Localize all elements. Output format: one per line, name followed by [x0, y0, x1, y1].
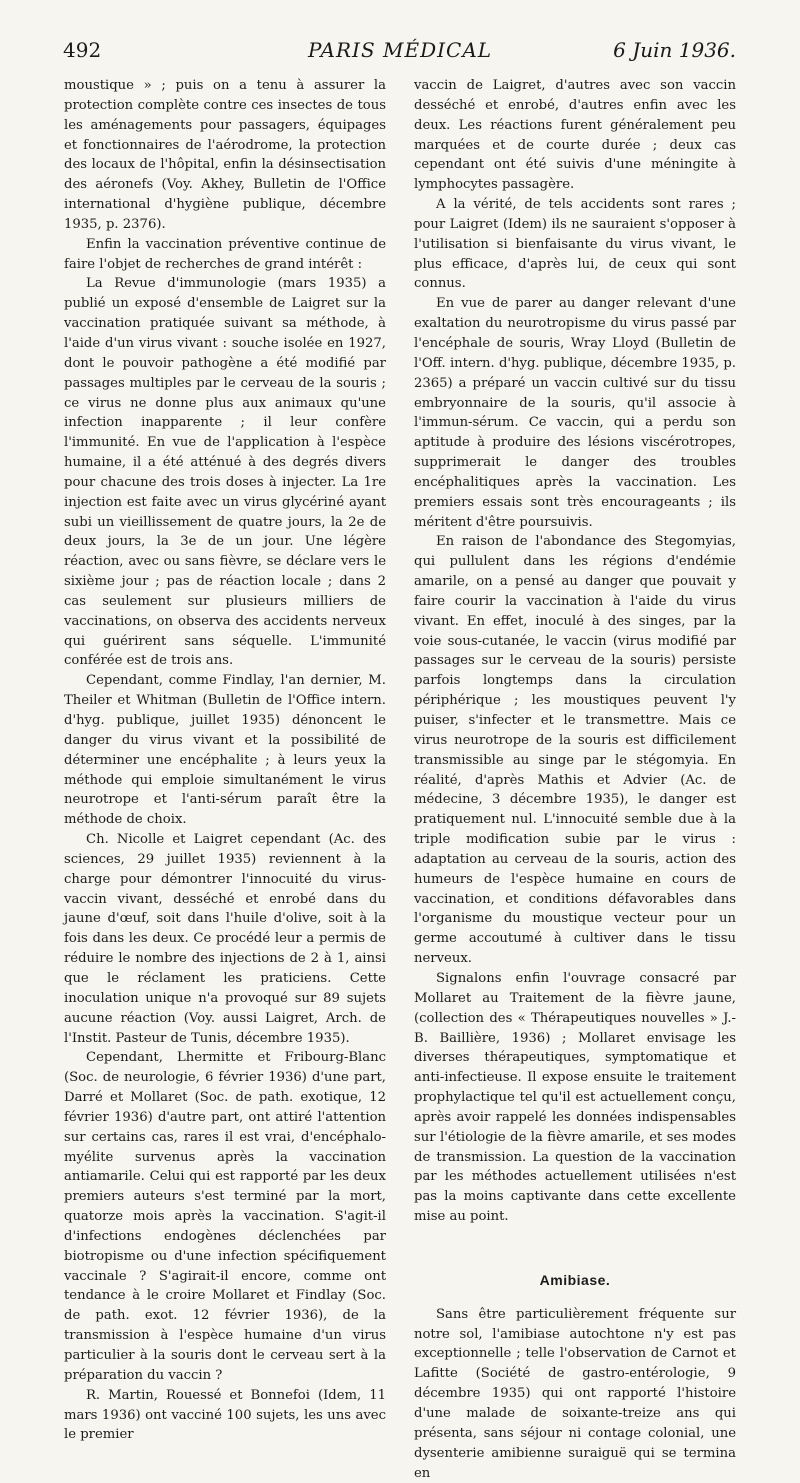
- paragraph: A la vérité, de tels accidents sont rares ; pour Laigret (Idem) ils ne sauraient s'opposer à l'utilisation si bienfaisante du virus vivant, le plus efficace, d'après lui, de ceux qui sont connus.: [414, 197, 736, 292]
- page-number: 492: [63, 38, 102, 62]
- running-header: [0, 38, 800, 78]
- left-column: [64, 76, 386, 1445]
- paragraph: Ch. Nicolle et Laigret cependant (Ac. des sciences, 29 juillet 1935) reviennent à la charge pour démontrer l'innocuité du virus-vaccin vivant, desséché et enrobé dans du jaune d'œuf, soit dans l'huile d'olive, soit à la fois dans les deux. Ce procédé leur a permis de réduire le nombre des injections de 2 à 1, ainsi que le réclament les praticiens. Cette inoculation unique n'a provoqué sur 89 sujets aucune réaction (Voy. aussi Laigret, Arch. de l'Instit. Pasteur de Tunis, décembre 1935).: [64, 832, 386, 1046]
- paragraph: R. Martin, Rouessé et Bonnefoi (Idem, 11 mars 1936) ont vacciné 100 sujets, les uns avec le premier: [64, 1387, 386, 1443]
- paragraph: vaccin de Laigret, d'autres avec son vaccin desséché et enrobé, d'autres enfin avec les deux. Les réactions furent généralement peu marquées et de courte durée ; deux cas cependant ont été suivis d'une méningite à lymphocytes passagère.: [414, 78, 736, 193]
- paragraph: La Revue d'immunologie (mars 1935) a publié un exposé d'ensemble de Laigret sur la vaccination pratiquée suivant sa méthode, à l'aide d'un virus vivant : souche isolée en 1927, dont le pouvoir pathogène a été modifié par passages multiples par le cerveau de la souris ; ce virus ne donne plus aux animaux qu'une infection inapparente ; il leur confère l'immunité. En vue de l'application à l'espèce humaine, il a été atténué à des degrés divers pour chacune des trois doses à injecter. La 1re injection est faite avec un virus glycériné ayant subi un vieillissement de quatre jours, la 2e de deux jours, la 3e de un jour. Une légère réaction, avec ou sans fièvre, se déclare vers le sixième jour ; pas de réaction locale ; dans 2 cas seulement sur plusieurs milliers de vaccinations, on observa des accidents nerveux qui guérirent sans séquelle. L'immunité conférée est de trois ans.: [64, 276, 386, 669]
- paragraph: Signalons enfin l'ouvrage consacré par Mollaret au Traitement de la fièvre jaune, (collection des « Thérapeutiques nouvelles » J.-B. Baillière, 1936) ; Mollaret envisage les diverses thérapeutiques, symptomatique et anti-infectieuse. Il expose ensuite le traitement prophylactique tel qu'il est actuellement conçu, après avoir rappelé les données indispensables sur l'étiologie de la fièvre amarile, et ses modes de transmission. La question de la vaccination par les méthodes actuellement utilisées n'est pas la moins captivante dans cette excellente mise au point.: [414, 970, 736, 1225]
- paragraph: En vue de parer au danger relevant d'une exaltation du neurotropisme du virus passé par l'encéphale de souris, Wray Lloyd (Bulletin de l'Off. intern. d'hyg. publique, décembre 1935, p. 2365) a préparé un vaccin cultivé sur du tissu embryonnaire de la souris, qu'il associe à l'immun-sérum. Ce vaccin, qui a perdu son aptitude à produire des lésions viscérotropes, supprimerait le danger des troubles encéphalitiques après la vaccination. Les premiers essais sont très encourageants ; ils méritent d'être poursuivis.: [414, 296, 736, 530]
- paragraph: Sans être particulièrement fréquente sur notre sol, l'amibiase autochtone n'y est pas exceptionnelle ; telle l'observation de Carnot et Lafitte (Société de gastro-entérologie, 9 décembre 1935) qui ont rapporté l'histoire d'une malade de soixante-treize ans qui présenta, sans séjour ni contage colonial, une dysenterie amibienne suraiguë qui se termina en: [414, 1306, 736, 1481]
- paragraph: moustique » ; puis on a tenu à assurer la protection complète contre ces insectes de tous les aménagements pour passagers, équipages et fonctionnaires de l'aérodrome, la protection des locaux de l'hôpital, enfin la désinsectisation des aéronefs (Voy. Akhey, Bulletin de l'Office international d'hygiène publique, décembre 1935, p. 2376).: [64, 78, 386, 232]
- section-heading-amibiase: Amibiase.: [539, 1271, 611, 1288]
- paragraph: En raison de l'abondance des Stegomyias, qui pullulent dans les régions d'endémie amarile, on a pensé au danger que pouvait y faire courir la vaccination à l'aide du virus vivant. En effet, inoculé à des singes, par la voie sous-cutanée, le vaccin (virus modifié par passages sur le cerveau de la souris) persiste parfois longtemps dans la circulation périphérique ; les moustiques peuvent l'y puiser, s'infecter et le transmettre. Mais ce virus neurotrope de la souris est difficilement transmissible au singe par le stégomyia. En réalité, d'après Mathis et Advier (Ac. de médecine, 3 décembre 1935), le danger est pratiquement nul. L'innocuité semble due à la triple modification subie par le virus : adaptation au cerveau de la souris, action des humeurs de l'espèce humaine en cours de vaccination, et conditions défavorables dans l'organisme du moustique vecteur pour un germe accoutumé à cultiver dans le tissu nerveux.: [414, 534, 736, 967]
- right-column: [414, 76, 736, 1483]
- paragraph: Cependant, comme Findlay, l'an dernier, M. Theiler et Whitman (Bulletin de l'Office intern. d'hyg. publique, juillet 1935) dénoncent le danger du virus vivant et la possibilité de déterminer une encéphalite ; à leurs yeux la méthode qui emploie simultanément le virus neurotrope et l'anti-sérum paraît être la méthode de choix.: [64, 673, 386, 828]
- paragraph: Cependant, Lhermitte et Fribourg-Blanc (Soc. de neurologie, 6 février 1936) d'une part, Darré et Mollaret (Soc. de path. exotique, 12 février 1936) d'autre part, ont attiré l'attention sur certains cas, rares il est vrai, d'encéphalo-myélite survenus après la vaccination antiamarile. Celui qui est rapporté par les deux premiers auteurs s'est terminé par la mort, quatorze mois après la vaccination. S'agit-il d'infections endogènes déclenchées par biotropisme ou d'une infection spécifiquement vaccinale ? S'agirait-il encore, comme ont tendance à le croire Mollaret et Findlay (Soc. de path. exot. 12 février 1936), de la transmission à l'espèce humaine d'un virus particulier à la souris dont le cerveau sert à la préparation du vaccin ?: [64, 1050, 386, 1383]
- paragraph: Enfin la vaccination préventive continue de faire l'objet de recherches de grand intérêt :: [64, 236, 386, 272]
- journal-title: PARIS MÉDICAL: [307, 38, 493, 62]
- issue-date: 6 Juin 1936.: [613, 38, 736, 62]
